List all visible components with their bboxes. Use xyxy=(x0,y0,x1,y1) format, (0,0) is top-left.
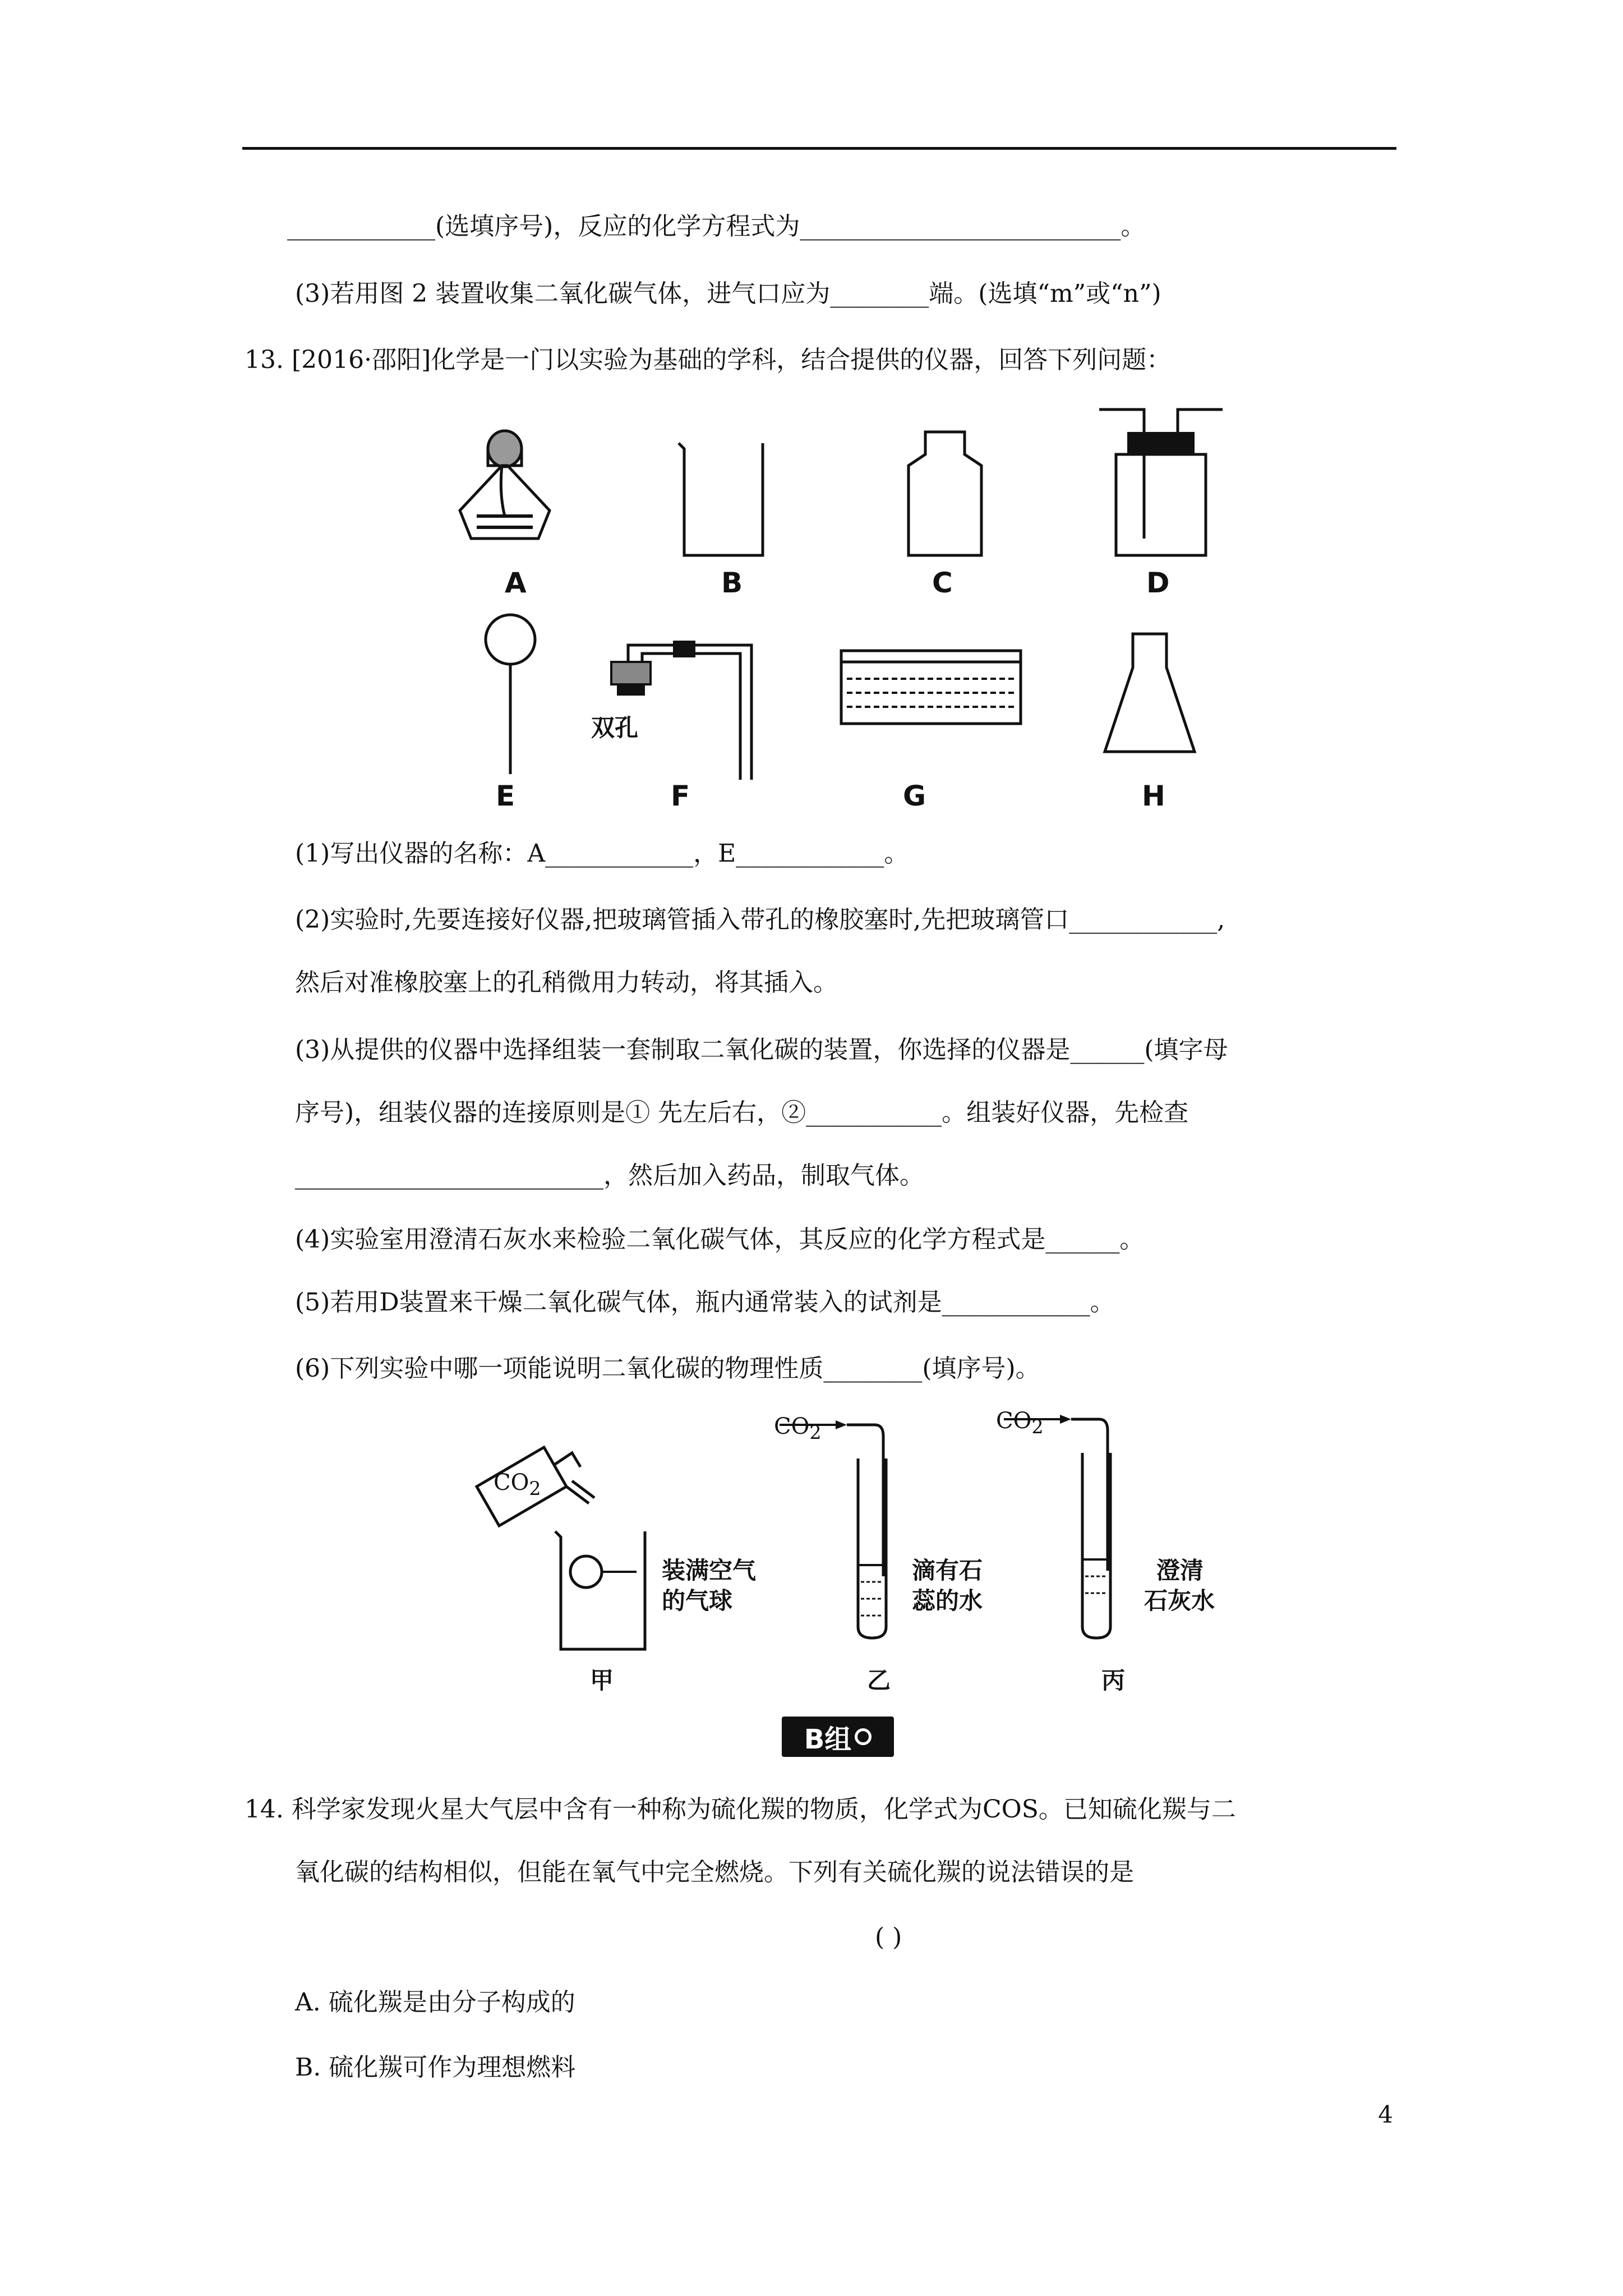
conical-flask-drawing xyxy=(1099,628,1200,757)
question-14: 14. 科学家发现火星大气层中含有一种称为硫化羰的物质，化学式为COS。已知硫化羰与二 xyxy=(245,1795,1236,1824)
limewater-label-1: 澄清 xyxy=(1156,1557,1204,1584)
option-b: B. 硫化羰可作为理想燃料 xyxy=(295,2053,576,2082)
section-badge xyxy=(782,1717,894,1757)
long-neck-funnel-drawing xyxy=(477,611,544,780)
litmus-tube-drawing xyxy=(774,1408,920,1644)
limewater-label-2: 石灰水 xyxy=(1144,1587,1215,1614)
water-trough-drawing xyxy=(836,645,1026,729)
caption-a: 甲 xyxy=(590,1667,614,1694)
caption-b: 乙 xyxy=(867,1667,891,1694)
apparatus-label-h: H xyxy=(1142,780,1165,812)
litmus-label-2: 蕊的水 xyxy=(912,1587,983,1614)
text-line: (3)若用图 2 装置收集二氧化碳气体，进气口应为________端。(选填“m”或“n”) xyxy=(295,279,1161,308)
answer-bracket: ( ) xyxy=(875,1923,902,1952)
apparatus-label-c: C xyxy=(932,567,953,599)
text-line: 序号)，组装仪器的连接原则是① 先左后右，②___________。组装好仪器，先检查 xyxy=(295,1098,1189,1127)
text-line: (1)写出仪器的名称：A____________，E____________。 xyxy=(295,839,909,868)
stopper-tube-drawing xyxy=(600,628,768,785)
co2-label-3: $CO_2$ xyxy=(996,1408,1044,1438)
apparatus-label-d: D xyxy=(1146,567,1170,599)
limewater-tube-drawing xyxy=(998,1402,1144,1644)
section-badge-label: B组 xyxy=(804,1723,852,1755)
text-line: 氧化碳的结构相似，但能在氧气中完全燃烧。下列有关硫化羰的说法错误的是 xyxy=(295,1858,1134,1887)
search-icon xyxy=(855,1728,872,1745)
page-number: 4 xyxy=(1378,2101,1393,2128)
co2-bottle-label: $CO_2$ xyxy=(494,1470,541,1499)
text-line: (3)从提供的仪器中选择组装一套制取二氧化碳的装置，你选择的仪器是______(填字母 xyxy=(295,1036,1228,1064)
option-a: A. 硫化羰是由分子构成的 xyxy=(295,1988,575,2017)
header-rule xyxy=(242,147,1396,150)
text-line: _________________________，然后加入药品，制取气体。 xyxy=(295,1161,924,1190)
balloon-label-1: 装满空气 xyxy=(662,1557,757,1584)
apparatus-label-f: F xyxy=(671,780,690,812)
litmus-label-1: 滴有石 xyxy=(912,1557,983,1584)
text-line: ____________(选填序号)，反应的化学方程式为__________________________。 xyxy=(287,212,1146,241)
question-13: 13. [2016·邵阳]化学是一门以实验为基础的学科，结合提供的仪器，回答下列问题： xyxy=(245,346,1172,374)
text-line: (5)若用D装置来干燥二氧化碳气体，瓶内通常装入的试剂是____________。 xyxy=(295,1288,1115,1317)
balloon-label-2: 的气球 xyxy=(662,1587,733,1614)
apparatus-label-e: E xyxy=(496,780,515,812)
co2-pour-drawing xyxy=(460,1430,662,1666)
stopper-note: 双孔 xyxy=(591,714,639,742)
text-line: (2)实验时,先要连接好仪器,把玻璃管插入带孔的橡胶塞时,先把玻璃管口____________, xyxy=(295,905,1225,934)
apparatus-label-g: G xyxy=(903,780,926,812)
apparatus-label-b: B xyxy=(721,567,743,599)
beaker-drawing xyxy=(673,438,774,561)
alcohol-lamp-drawing xyxy=(449,426,583,561)
text-line: (6)下列实验中哪一项能说明二氧化碳的物理性质________(填序号)。 xyxy=(295,1354,1040,1383)
text-line: (4)实验室用澄清石灰水来检验二氧化碳气体，其反应的化学方程式是______。 xyxy=(295,1225,1145,1254)
caption-c: 丙 xyxy=(1101,1667,1126,1694)
gas-bottle-drawing xyxy=(903,426,987,561)
co2-label-2: $CO_2$ xyxy=(774,1414,822,1443)
text-line: 然后对准橡胶塞上的孔稍微用力转动，将其插入。 xyxy=(295,968,838,997)
wash-bottle-drawing xyxy=(1088,393,1234,561)
apparatus-label-a: A xyxy=(505,567,527,599)
